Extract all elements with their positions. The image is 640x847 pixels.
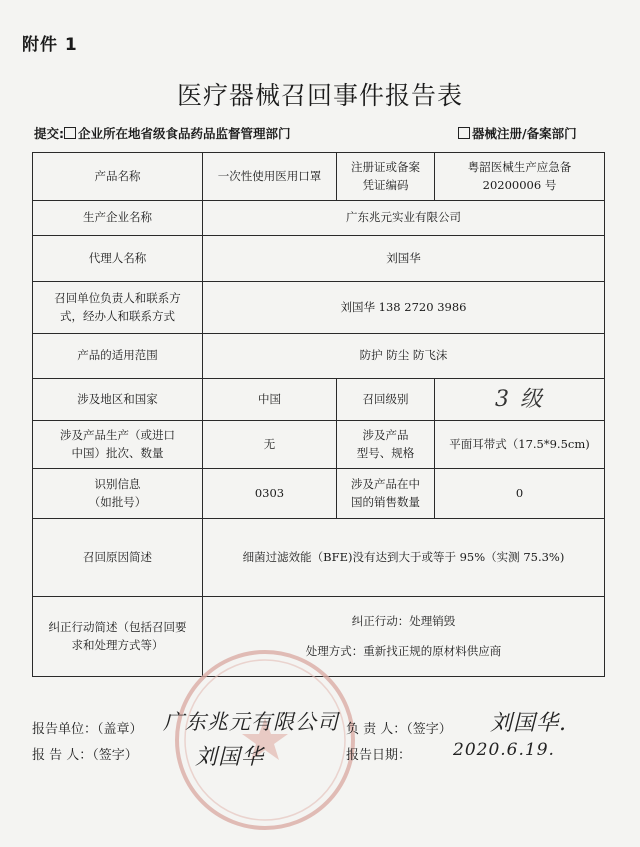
reg-cert-label-line2: 凭证编码	[362, 177, 409, 192]
table-row	[33, 334, 605, 379]
sales-value: 0	[435, 469, 605, 519]
region-value: 中国	[203, 379, 337, 421]
checkbox-icon[interactable]	[458, 127, 470, 139]
table-row	[33, 153, 605, 201]
reason-value: 细菌过滤效能（BFE)没有达到大于或等于 95%（实测 75.3%)	[203, 519, 605, 597]
recall-level-label: 召回级别	[337, 379, 435, 421]
action-label-line2: 求和处理方式等）	[71, 637, 164, 652]
product-name-label: 产品名称	[33, 153, 203, 201]
reason-label: 召回原因简述	[33, 519, 203, 597]
table-row	[33, 519, 605, 597]
action-value-line1: 纠正行动：处理销毁	[351, 614, 456, 629]
reporter-signature: 刘国华	[195, 745, 265, 770]
scope-label: 产品的适用范围	[33, 334, 203, 379]
id-label	[33, 469, 203, 519]
action-value-line2: 处理方式：重新找正规的原材料供应商	[305, 643, 502, 658]
page-title: 医疗器械召回事件报告表	[176, 81, 463, 110]
responsible-signature: 刘国华.	[490, 711, 567, 736]
agent-value: 刘国华	[203, 236, 605, 282]
model-label-line1: 涉及产品	[362, 428, 409, 443]
unit-handwritten: 广东兆元有限公司	[163, 710, 339, 734]
recall-report-table	[32, 152, 605, 677]
report-unit-label: 报告单位：（盖章）	[32, 722, 143, 737]
submit-label: 提交:	[34, 126, 64, 141]
recall-level-value: 3 级	[435, 379, 605, 421]
batch-label-line2: 中国）批次、数量	[71, 445, 164, 460]
checkbox-icon[interactable]	[64, 127, 76, 139]
table-row	[33, 379, 605, 421]
responsible-label: 负 责 人：（签字）	[346, 722, 452, 737]
id-label-line1: 识别信息	[94, 477, 141, 492]
table-row	[33, 469, 605, 519]
agent-label: 代理人名称	[33, 236, 203, 282]
batch-value: 无	[203, 421, 337, 469]
contact-value: 刘国华 138 2720 3986	[203, 282, 605, 334]
reg-cert-value-line2: 20200006 号	[482, 177, 557, 192]
reg-cert-label-line1: 注册证或备案	[351, 160, 420, 175]
manufacturer-label: 生产企业名称	[33, 201, 203, 236]
submit-right-option: 器械注册/备案部门	[472, 126, 577, 141]
reg-cert-value	[435, 153, 605, 201]
batch-label	[33, 421, 203, 469]
id-value: 0303	[203, 469, 337, 519]
region-label: 涉及地区和国家	[33, 379, 203, 421]
sales-label	[337, 469, 435, 519]
contact-label	[33, 282, 203, 334]
id-label-line2: （如批号）	[88, 494, 147, 509]
model-value: 平面耳带式（17.5*9.5cm)	[435, 421, 605, 469]
action-label-line1: 纠正行动简述（包括召回要	[48, 620, 187, 635]
reg-cert-label	[337, 153, 435, 201]
table-row	[33, 236, 605, 282]
submit-left	[34, 124, 291, 142]
reporter-label: 报 告 人：（签字）	[32, 748, 138, 763]
batch-label-line1: 涉及产品生产（或进口	[60, 428, 175, 443]
table-row	[33, 421, 605, 469]
contact-label-line2: 式，经办人和联系方式	[60, 308, 175, 323]
product-name-value: 一次性使用医用口罩	[203, 153, 337, 201]
sales-label-line1: 涉及产品在中	[351, 477, 420, 492]
model-label-line2: 型号、规格	[356, 445, 415, 460]
table-row	[33, 201, 605, 236]
submit-left-option: 企业所在地省级食品药品监督管理部门	[78, 126, 291, 141]
manufacturer-value: 广东兆元实业有限公司	[203, 201, 605, 236]
reg-cert-value-line1: 粤韶医械生产应急备	[467, 160, 572, 175]
submit-right	[458, 124, 577, 142]
sales-label-line2: 国的销售数量	[351, 494, 420, 509]
report-date-label: 报告日期：	[346, 748, 412, 763]
table-row	[33, 282, 605, 334]
scope-value: 防护 防尘 防飞沫	[203, 334, 605, 379]
date-handwritten: 2020.6.19.	[453, 740, 555, 760]
model-label	[337, 421, 435, 469]
contact-label-line1: 召回单位负责人和联系方	[54, 291, 181, 306]
attachment-label: 附件 1	[22, 35, 78, 55]
